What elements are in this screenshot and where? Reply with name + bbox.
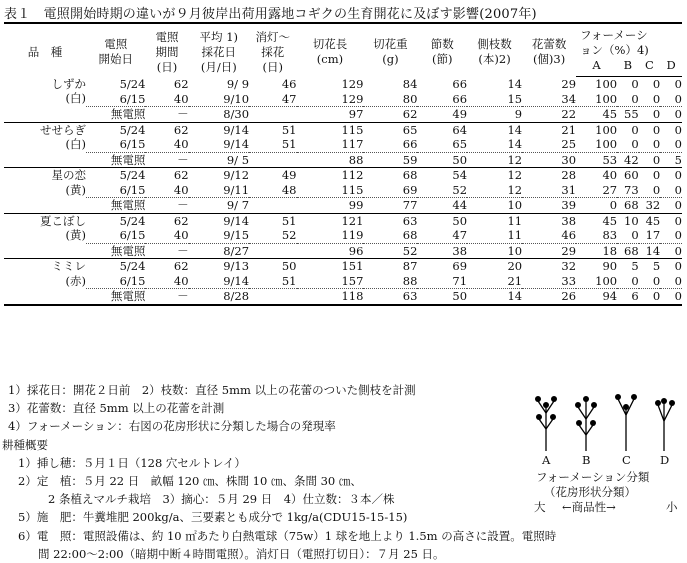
cell: 62 [173, 259, 189, 273]
cell: 38 [561, 213, 577, 228]
cell: 100 [595, 77, 618, 91]
cell: － [145, 243, 188, 259]
cell: 0 [660, 243, 682, 259]
cell: 14 [507, 76, 523, 91]
cell: 96 [297, 243, 364, 259]
cell: 9/10 [223, 91, 250, 106]
cell: 77 [363, 198, 417, 214]
cell: 31 [561, 182, 577, 197]
col-nodes: 節数 (節) [417, 23, 467, 77]
cell: 62 [173, 122, 189, 137]
cell: 49 [281, 168, 297, 182]
cell: 68 [402, 168, 418, 182]
cell: 10 [467, 198, 522, 214]
cell: 9/ 5 [189, 152, 249, 168]
cell: 9 [467, 107, 522, 123]
cell: 0 [674, 91, 682, 106]
cell: 83 [602, 228, 618, 242]
variety-name: 星の恋 (黄) [4, 168, 86, 214]
cell: 62 [173, 213, 189, 228]
cell: 22 [522, 107, 576, 123]
cell: 0 [639, 152, 661, 168]
cell: 64 [452, 122, 468, 137]
table-row [4, 183, 682, 198]
col-form-c: C [639, 58, 661, 77]
cell: 68 [402, 228, 418, 242]
cell: 5/24 [119, 76, 146, 91]
cell: 48 [281, 182, 297, 197]
formation-figure [528, 385, 684, 515]
growth-table [4, 22, 682, 306]
cell: 無電照 [86, 107, 145, 123]
cell [249, 198, 296, 214]
cell: 52 [363, 243, 417, 259]
cell: 9/14 [223, 213, 250, 228]
table-row [4, 243, 682, 259]
cell: 32 [561, 259, 577, 273]
table-row [4, 92, 682, 107]
cell: 15 [507, 91, 523, 106]
cell: 115 [341, 122, 364, 137]
cell: 62 [173, 168, 189, 182]
cell: 0 [674, 182, 682, 197]
table-row [4, 259, 682, 274]
table-row [4, 122, 682, 137]
cell: 0 [652, 77, 661, 91]
col-formation: フォーメーシ ョン（%）4) [576, 23, 682, 58]
cell: 38 [417, 243, 467, 259]
cell [249, 107, 296, 123]
cell: 5/24 [119, 168, 146, 182]
cell: 40 [173, 228, 189, 242]
cell: 97 [297, 107, 364, 123]
cell: 14 [507, 137, 523, 151]
col-variety: 品 種 [4, 23, 86, 77]
cell: 40 [173, 182, 189, 197]
cell: 117 [341, 137, 364, 151]
cell: 71 [452, 273, 468, 288]
notes [2, 381, 557, 563]
cell: 5 [660, 152, 682, 168]
cell: 0 [639, 289, 661, 305]
cell: 0 [631, 137, 639, 151]
table-body [4, 77, 682, 305]
cell: 62 [363, 107, 417, 123]
variety-name: しずか (白) [4, 77, 86, 123]
cell: 6/15 [119, 91, 146, 106]
cell: 129 [341, 91, 364, 106]
cell: 50 [417, 152, 467, 168]
cell: 69 [452, 259, 468, 273]
scale-big: 大 [534, 500, 546, 514]
cell: 40 [173, 273, 189, 288]
cell: 42 [617, 152, 639, 168]
cell: 8/28 [189, 289, 249, 305]
cell: 68 [617, 243, 639, 259]
cell: 118 [297, 289, 364, 305]
cell: 18 [576, 243, 617, 259]
cell: 65 [452, 137, 468, 151]
cell: 53 [576, 152, 617, 168]
cell: 94 [576, 289, 617, 305]
cell: 50 [417, 289, 467, 305]
table-row [4, 274, 682, 289]
fig-label-c: C [622, 453, 631, 467]
cell: 0 [652, 137, 661, 151]
cell: 0 [652, 168, 661, 182]
cell: 20 [507, 259, 523, 273]
cell: 62 [173, 76, 189, 91]
cell: 129 [341, 76, 364, 91]
formation-diagram [528, 385, 684, 455]
cell: 9/14 [223, 273, 250, 288]
cell: 0 [674, 228, 682, 242]
cell: 0 [674, 77, 682, 91]
table-row [4, 152, 682, 168]
note-1: 1）採花日：開花２日前 2）枝数：直径 5mm 以上の花蕾のついた側枝を計測 [8, 383, 416, 397]
cell: 112 [341, 168, 364, 182]
cell: 21 [507, 273, 523, 288]
cell: 14 [507, 122, 523, 137]
scale-mid: ←商品性→ [562, 500, 616, 514]
cell: 5/24 [119, 213, 146, 228]
fig-label-d: D [660, 453, 670, 467]
cell: 63 [402, 213, 418, 228]
cell: － [145, 152, 188, 168]
note-lighting: 6）電 照：電照設備は、約 10 ㎡あたり白熱電球（75w）1 球を地上より 1.5m の高さに設置。電照時 [18, 528, 557, 543]
cell: 46 [561, 228, 577, 242]
cell: 14 [639, 243, 661, 259]
cell: － [145, 289, 188, 305]
cell: 0 [660, 107, 682, 123]
cell: 88 [297, 152, 364, 168]
cell: 9/12 [223, 168, 250, 182]
cell: 無電照 [86, 243, 145, 259]
cell: 5/24 [119, 122, 146, 137]
table-row [4, 213, 682, 228]
note-planting: 2）定 植：５月 22 日 畝幅 120 ㎝、株間 10 ㎝、条間 30 ㎝、 [18, 473, 362, 488]
cell: 0 [674, 168, 682, 182]
cell: 54 [452, 168, 468, 182]
cell: 66 [452, 91, 468, 106]
cell: 68 [617, 198, 639, 214]
col-flower-date: 平均 1) 採花日 (月/日) [189, 23, 249, 77]
cell: 0 [674, 259, 682, 273]
cell: 40 [173, 137, 189, 151]
cell: 8/30 [189, 107, 249, 123]
cell: 26 [522, 289, 576, 305]
cell: 無電照 [86, 198, 145, 214]
cell: 6/15 [119, 137, 146, 151]
cell: 51 [281, 273, 297, 288]
cell: 0 [631, 77, 639, 91]
cell: 47 [281, 91, 297, 106]
cell: 0 [576, 198, 617, 214]
cell: 44 [417, 198, 467, 214]
cell: 9/11 [223, 182, 250, 197]
cell: 0 [652, 273, 661, 288]
variety-name: 夏こぼし (黄) [4, 213, 86, 259]
cultivation-heading: 耕種概要 [2, 437, 48, 452]
cell: 12 [507, 182, 523, 197]
cell: 60 [624, 168, 639, 182]
cell: 0 [674, 137, 682, 151]
cell: 66 [452, 76, 468, 91]
cell: 9/ 9 [226, 76, 250, 91]
cell: 51 [281, 137, 297, 151]
note-planting-2: 2 条植えマルチ栽培 3）摘心：５月 29 日 4）仕立数：３本／株 [48, 492, 395, 507]
cell: 0 [652, 182, 661, 197]
cell: 6/15 [119, 273, 146, 288]
cell: 47 [452, 228, 468, 242]
cell: 0 [652, 122, 661, 137]
cell: 45 [645, 213, 661, 228]
col-form-b: B [617, 58, 639, 77]
cell: 17 [645, 228, 661, 242]
variety-name: ミミレ (赤) [4, 259, 86, 305]
cell: 5 [652, 259, 661, 273]
fig-label-a: A [542, 453, 551, 467]
fig-subcaption: （花房形状分類） [544, 485, 636, 499]
cell: 33 [561, 273, 577, 288]
cell: 5/24 [119, 259, 146, 273]
cell: 27 [602, 182, 618, 197]
cell: 0 [639, 107, 661, 123]
cell: 151 [341, 259, 364, 273]
table-row [4, 198, 682, 214]
cell: 119 [341, 228, 364, 242]
cell: 12 [507, 168, 523, 182]
cell: 0 [631, 273, 639, 288]
cell: 157 [341, 273, 364, 288]
variety-name: せせらぎ (白) [4, 122, 86, 168]
header-row [4, 23, 682, 58]
col-form-a: A [576, 58, 617, 77]
cell: 9/ 7 [189, 198, 249, 214]
cell: 9/14 [223, 137, 250, 151]
cell: 25 [561, 137, 577, 151]
cell: 90 [602, 259, 618, 273]
cell: 55 [617, 107, 639, 123]
note-3: 4）フォーメーション：右図の花房形状に分類した場合の発現率 [8, 419, 336, 434]
cell: 100 [595, 137, 618, 151]
cell: 34 [561, 91, 577, 106]
cell: 0 [631, 91, 639, 106]
cell: 11 [507, 228, 523, 242]
cell: 14 [467, 289, 522, 305]
cell: 88 [402, 273, 418, 288]
cell: 100 [595, 91, 618, 106]
cell: 51 [281, 213, 297, 228]
note-lighting-2: 間 22:00～2:00（暗期中断４時間電照）。消灯日（電照打切日）：７月 25 日。 [38, 546, 445, 561]
cell: 32 [639, 198, 661, 214]
cell: 11 [507, 213, 523, 228]
cell: 30 [522, 152, 576, 168]
cell: － [145, 107, 188, 123]
cell: 0 [652, 91, 661, 106]
cell: 80 [402, 91, 418, 106]
cell: 73 [624, 182, 639, 197]
cell: 65 [402, 122, 418, 137]
cell: 9/14 [223, 122, 250, 137]
note-fertilizer: 5）施 肥：牛糞堆肥 200kg/a、三要素とも成分で 1kg/a(CDU15-15-15) [18, 510, 408, 525]
table-row [4, 289, 682, 305]
cell: 8/27 [189, 243, 249, 259]
cell: 21 [561, 122, 577, 137]
cell: 9/13 [223, 259, 250, 273]
cell: 87 [402, 259, 418, 273]
bud-a1 [543, 402, 549, 408]
note-cutting: 1）挿し穂：５月１日（128 穴セルトレイ） [18, 455, 246, 470]
cell: 0 [631, 228, 639, 242]
cell: 121 [341, 213, 364, 228]
cell [249, 289, 296, 305]
cell: － [145, 198, 188, 214]
cell: 0 [631, 122, 639, 137]
cell: 46 [281, 76, 297, 91]
col-length: 切花長 (cm) [297, 23, 364, 77]
note-2: 3）花蕾数：直径 5mm 以上の花蕾を計測 [8, 401, 225, 416]
table-row [4, 137, 682, 152]
col-start: 電照 開始日 [86, 23, 145, 77]
cell: 45 [602, 213, 618, 228]
cell: 29 [561, 76, 577, 91]
cell: 40 [602, 168, 618, 182]
col-lightoff: 消灯～ 採花 (日) [249, 23, 296, 77]
cell: 0 [674, 213, 682, 228]
cell: 66 [402, 137, 418, 151]
cell: 100 [595, 122, 618, 137]
cell: 無電照 [86, 152, 145, 168]
cell: 52 [452, 182, 468, 197]
cell: 99 [297, 198, 364, 214]
cell: 52 [281, 228, 297, 242]
cell: 10 [467, 243, 522, 259]
cell: 0 [660, 198, 682, 214]
table-title: 表１ 電照開始時期の違いが９月彼岸出荷用露地コギクの生育開花に及ぼす影響(2007年) [4, 7, 537, 22]
table-row [4, 77, 682, 92]
cell: 63 [363, 289, 417, 305]
cell [249, 152, 296, 168]
cell: 6/15 [119, 228, 146, 242]
table-row [4, 168, 682, 183]
cell: 6 [617, 289, 639, 305]
cell: 5 [631, 259, 639, 273]
col-form-d: D [660, 58, 682, 77]
cell: 51 [281, 122, 297, 137]
cell [249, 243, 296, 259]
col-buds: 花蕾数 (個)3) [522, 23, 576, 77]
fig-label-b: B [582, 453, 591, 467]
cell: 12 [467, 152, 522, 168]
table-row [4, 107, 682, 123]
col-period: 電照 期間 (日) [145, 23, 188, 77]
cell: 49 [417, 107, 467, 123]
cell: 0 [660, 289, 682, 305]
cell: 45 [576, 107, 617, 123]
cell: 29 [522, 243, 576, 259]
table-row [4, 228, 682, 243]
fig-caption: フォーメーション分類 [536, 470, 650, 484]
cell: 6/15 [119, 182, 146, 197]
cell: 69 [402, 182, 418, 197]
cell: 0 [674, 273, 682, 288]
cell: 84 [402, 76, 418, 91]
cell: 50 [452, 213, 468, 228]
cell: 50 [281, 259, 297, 273]
cell: 39 [522, 198, 576, 214]
cell: 59 [363, 152, 417, 168]
cell: 115 [341, 182, 364, 197]
col-weight: 切花重 (g) [363, 23, 417, 77]
cell: 40 [173, 91, 189, 106]
scale-small: 小 [666, 500, 678, 514]
col-branches: 側枝数 (本)2) [467, 23, 522, 77]
cell: 100 [595, 273, 618, 288]
cell: 0 [674, 122, 682, 137]
cell: 9/15 [223, 228, 250, 242]
cell: 無電照 [86, 289, 145, 305]
cell: 28 [561, 168, 577, 182]
cell: 10 [624, 213, 639, 228]
